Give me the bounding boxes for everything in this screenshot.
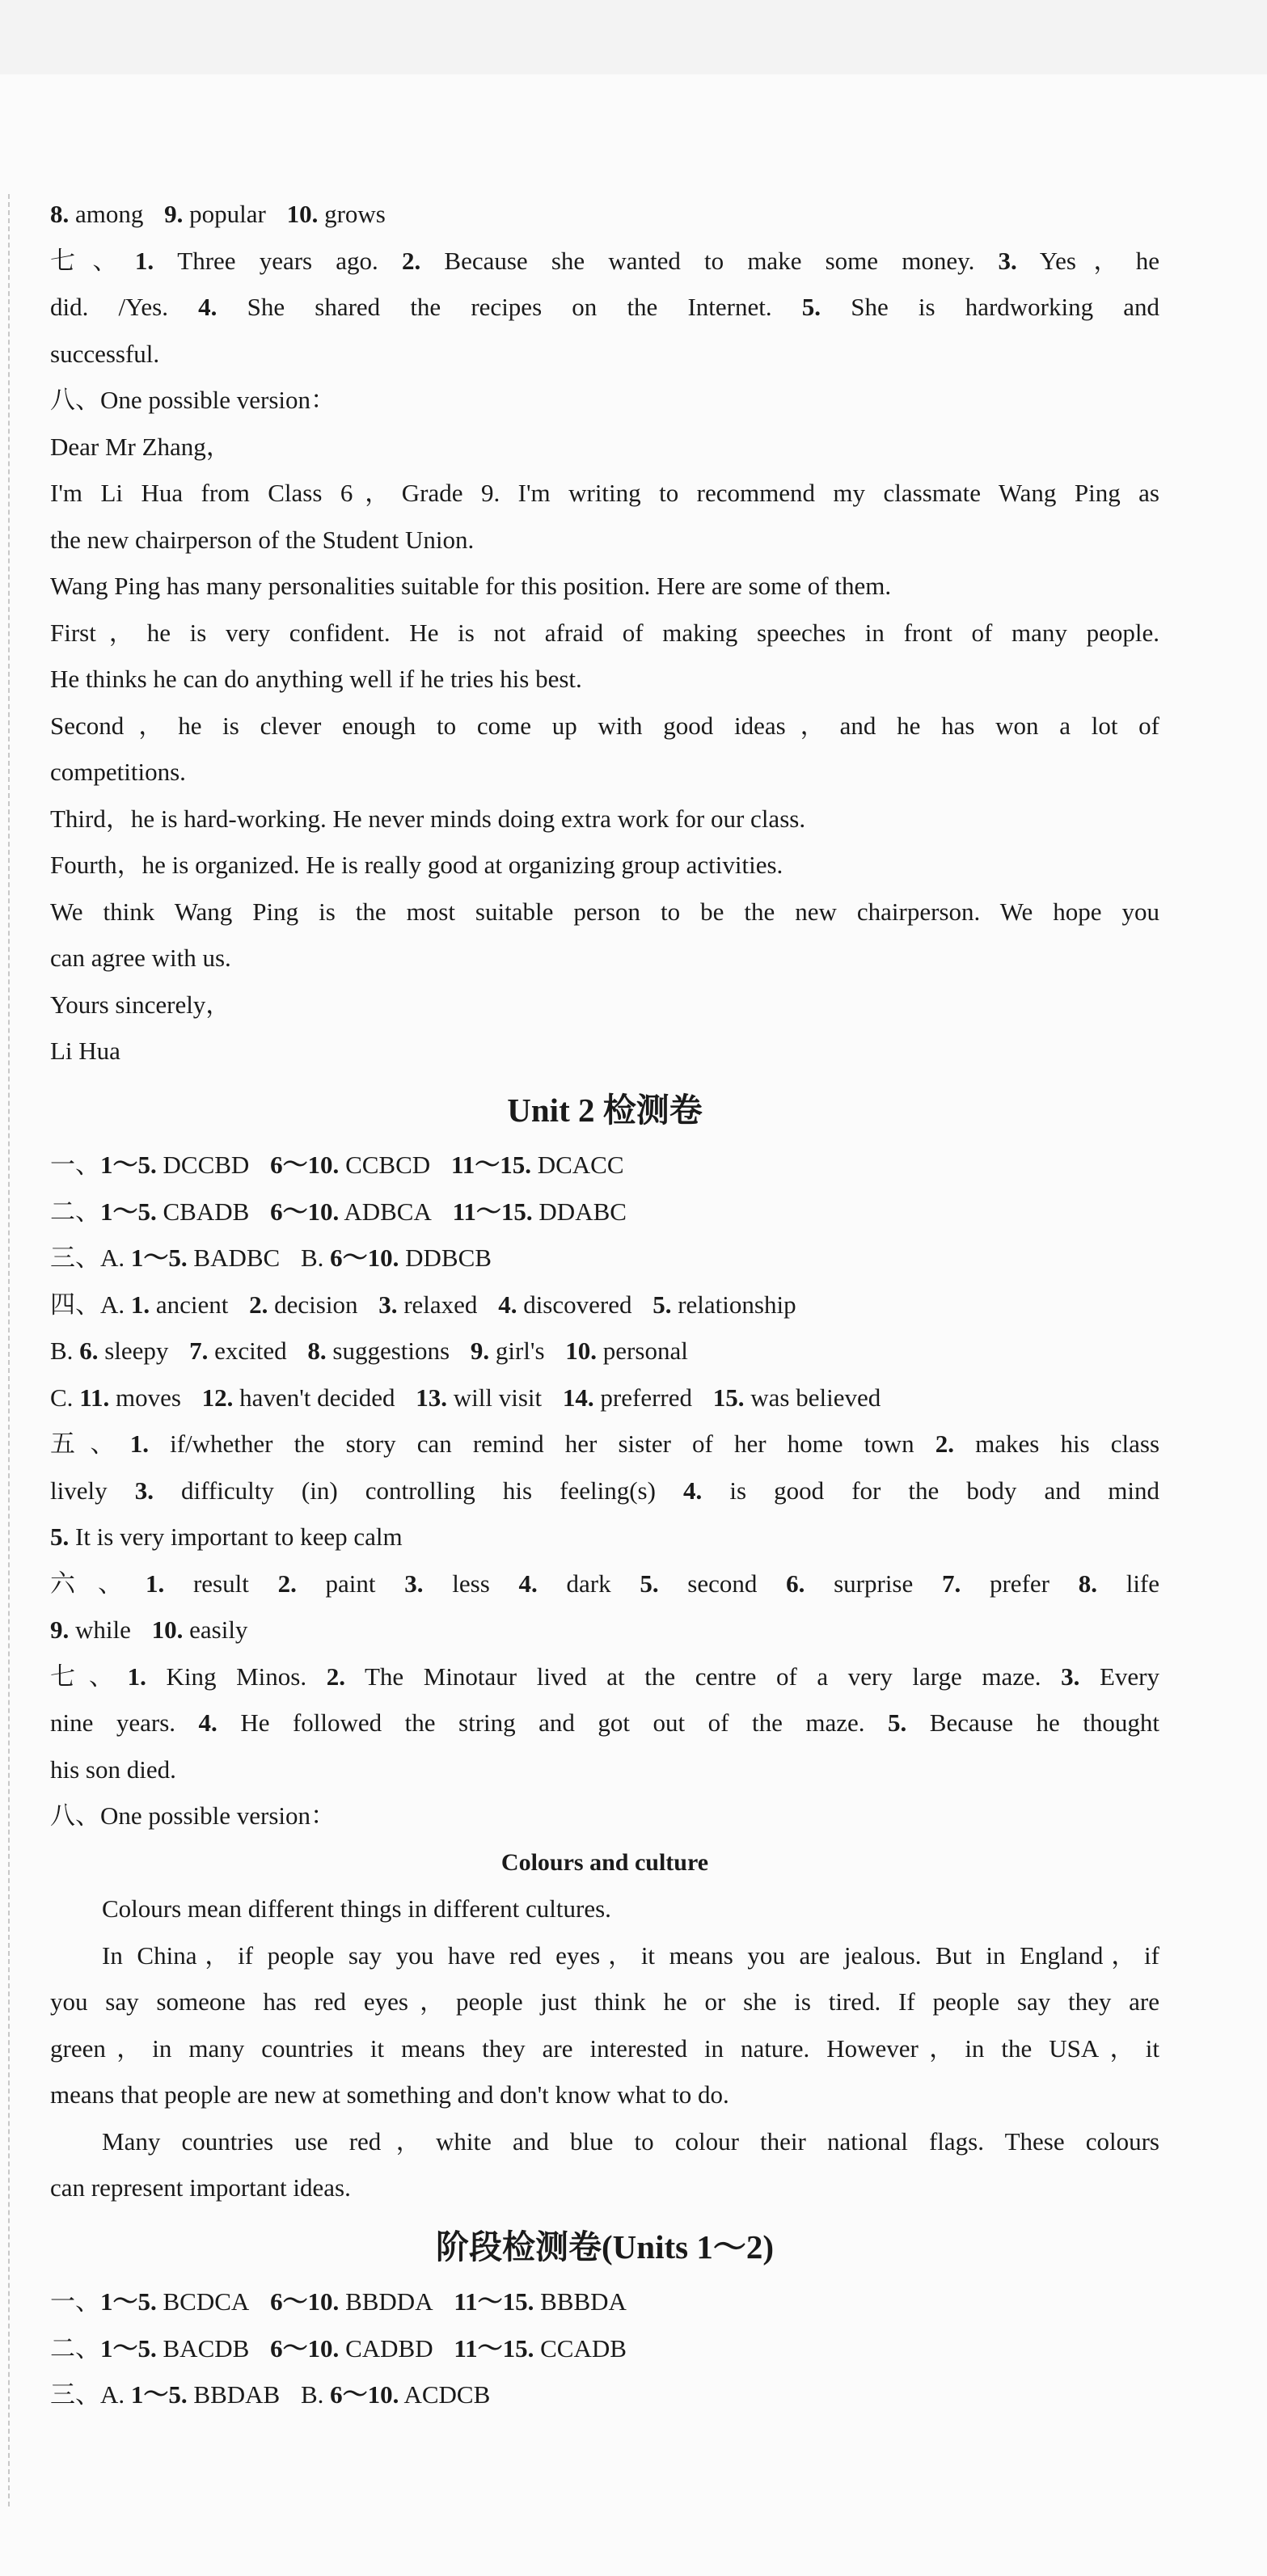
- essay-line: In China，if people say you have red eyes，it means you are jealous. But in England，if: [102, 1940, 1159, 1970]
- unit2-section-4-b: B. 6. sleepy 7. excited 8. suggestions 9. girl's 10. personal: [50, 1337, 688, 1365]
- unit2-section-1: 一、1～5. DCCBD 6～10. CCBCD 11～15. DCACC: [50, 1151, 624, 1179]
- unit2-section-3: 三、A. 1～5. BADBC B. 6～10. DDBCB: [50, 1244, 492, 1272]
- letter-line: First，he is very confident. He is not afraid of making speeches in front of many people.: [50, 618, 1159, 647]
- answers-8-10: 8. among 9. popular 10. grows: [50, 200, 386, 228]
- stage-test-title: 阶段检测卷(Units 1～2): [436, 2228, 774, 2266]
- letter-line: Wang Ping has many personalities suitable for this position. Here are some of them.: [50, 572, 892, 600]
- letter-line: Fourth，he is organized. He is really good at organizing group activities.: [50, 851, 783, 879]
- stage-section-3: 三、A. 1～5. BBDAB B. 6～10. ACDCB: [50, 2380, 491, 2409]
- unit2-section-5-line-1: 五、1. if/whether the story can remind her sister of her home town 2. makes his class: [50, 1429, 1160, 1458]
- section-7-line-2: did. /Yes. 4. She shared the recipes on the Internet. 5. She is hardworking and: [50, 293, 1160, 321]
- letter-line: I'm Li Hua from Class 6，Grade 9. I'm writing to recommend my classmate Wang Ping as: [50, 479, 1159, 507]
- unit2-section-5-line-2: lively 3. difficulty (in) controlling his feeling(s) 4. is good for the body and mind: [50, 1476, 1160, 1505]
- unit2-section-2: 二、1～5. CBADB 6～10. ADBCA 11～15. DDABC: [50, 1197, 627, 1226]
- letter-line: Dear Mr Zhang，: [50, 432, 231, 461]
- letter-line: the new chairperson of the Student Union.: [50, 525, 475, 554]
- letter-line: He thinks he can do anything well if he tries his best.: [50, 665, 582, 693]
- letter-line: Li Hua: [50, 1037, 120, 1065]
- essay-paragraph-1: Colours mean different things in different cultures.: [102, 1894, 611, 1923]
- letter-line: competitions.: [50, 758, 186, 786]
- section-8-label: 八、One possible version：: [50, 386, 336, 414]
- stage-section-1: 一、1～5. BCDCA 6～10. BBDDA 11～15. BBBDA: [50, 2287, 627, 2316]
- unit-2-title: Unit 2 检测卷: [507, 1091, 703, 1129]
- essay-line: you say someone has red eyes，people just think he or she is tired. If people say they are: [50, 1987, 1159, 2016]
- unit2-section-7-line-2: nine years. 4. He followed the string and got out of the maze. 5. Because he thought: [50, 1708, 1160, 1737]
- letter-line: Yours sincerely，: [50, 990, 231, 1019]
- unit2-section-4-c: C. 11. moves 12. haven't decided 13. will visit 14. preferred 15. was believed: [50, 1383, 881, 1412]
- unit2-section-6-line-1: 六、1. result 2. paint 3. less 4. dark 5. second 6. surprise 7. prefer 8. life: [50, 1569, 1160, 1598]
- essay-title: Colours and culture: [500, 1848, 709, 1876]
- letter-line: Third，he is hard-working. He never minds doing extra work for our class.: [50, 804, 806, 833]
- unit2-section-4-a: 四、A. 1. ancient 2. decision 3. relaxed 4. discovered 5. relationship: [50, 1290, 796, 1319]
- essay-line: green，in many countries it means they are interested in nature. However，in the USA，it: [50, 2033, 1159, 2063]
- unit2-section-7-line-1: 七、1. King Minos. 2. The Minotaur lived at the centre of a very large maze. 3. Every: [50, 1662, 1160, 1691]
- unit2-section-5-line-3: 5. It is very important to keep calm: [50, 1522, 403, 1551]
- essay-line: can represent important ideas.: [50, 2173, 351, 2202]
- stage-section-2: 二、1～5. BACDB 6～10. CADBD 11～15. CCADB: [50, 2333, 627, 2363]
- section-7-line-3: successful.: [50, 339, 160, 368]
- unit2-section-8-label: 八、One possible version：: [50, 1801, 336, 1830]
- letter-line: can agree with us.: [50, 944, 231, 972]
- letter-line: Second，he is clever enough to come up with good ideas，and he has won a lot of: [50, 711, 1159, 740]
- essay-line: means that people are new at something and don't know what to do.: [50, 2080, 729, 2109]
- unit2-section-6-line-2: 9. while 10. easily: [50, 1615, 248, 1644]
- unit2-section-7-line-3: his son died.: [50, 1755, 176, 1784]
- scan-top-band: [0, 0, 1267, 74]
- letter-line: We think Wang Ping is the most suitable person to be the new chairperson. We hope you: [50, 897, 1159, 926]
- section-7-line-1: 七、1. Three years ago. 2. Because she wanted to make some money. 3. Yes，he: [50, 246, 1160, 275]
- binding-margin-line: [8, 194, 10, 2506]
- essay-line: Many countries use red，white and blue to colour their national flags. These colours: [102, 2126, 1159, 2156]
- page-content: [50, 191, 1159, 2418]
